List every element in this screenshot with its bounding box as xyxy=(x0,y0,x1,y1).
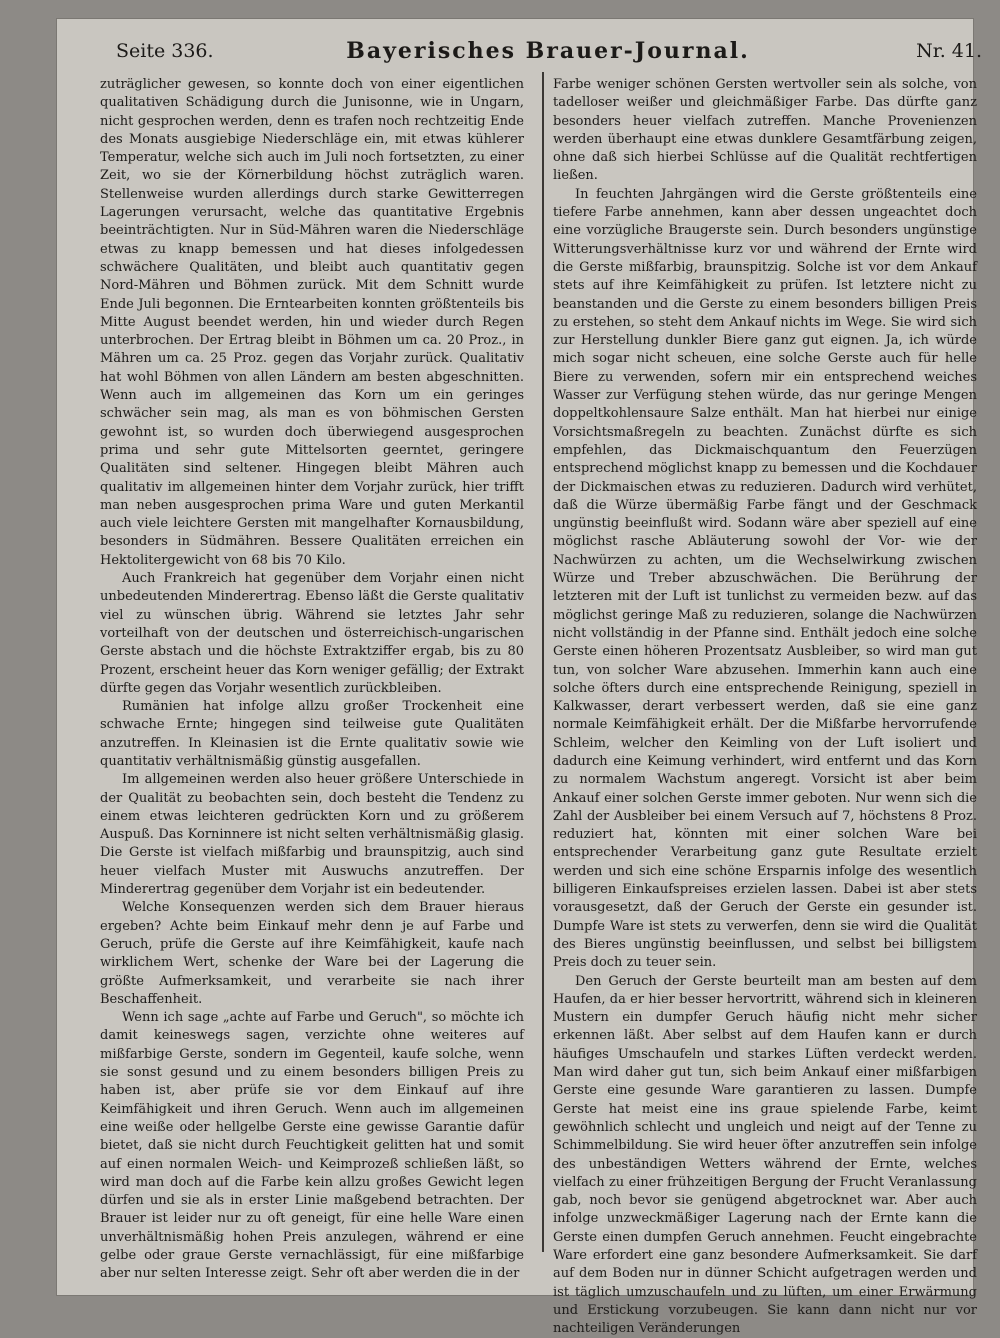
paragraph: Farbe weniger schönen Gersten wertvoller sein als solche, von tadelloser weißer und gleichmäßiger Farbe. Das dürfte ganz besonders heuer vielfach zutreffen. Manche Provenienzen werden überhaupt eine etwas dunklere Gesamtfärbung zeigen, ohne daß sich hierbei Schlüsse auf die Qualität rechtfertigen ließen. xyxy=(553,77,977,184)
page-number: Seite 336. xyxy=(116,40,214,62)
column-divider xyxy=(542,72,544,1252)
page-header xyxy=(108,36,988,72)
journal-title: Bayerisches Brauer-Journal. xyxy=(346,38,750,64)
paragraph: In feuchten Jahrgängen wird die Gerste größtenteils eine tiefere Farbe annehmen, kann aber dessen ungeachtet doch eine vorzügliche Braugerste sein. Durch besonders ungünstige Witterungsverhältnisse kurz vor und während der Ernte wird die Gerste mißfarbig, braunspitzig. Solche ist vor dem Ankauf stets auf ihre Keimfähigkeit zu prüfen. Ist letztere nicht zu beanstanden und die Gerste zu einem besonders billigen Preis zu erstehen, so steht dem Ankauf nichts im Wege. Sie wird sich zur Herstellung dunkler Biere ganz gut eignen. Ja, ich würde mich sogar nicht scheuen, eine solche Gerste auch für helle Biere zu verwenden, sofern mir ein entsprechend weiches Wasser zur Verfügung stehen würde, das nur geringe Mengen doppeltkohlensaure Salze enthält. Man hat hierbei nur einige Vorsichtsmaßregeln zu beachten. Zunächst dürfte es sich empfehlen, das Dickmaischquantum den Feuerzügen entsprechend möglichst knapp zu bemessen und die Kochdauer der Dickmaischen etwas zu reduzieren. Dadurch wird verhütet, daß die Würze übermäßig Farbe fängt und der Geschmack ungünstig beeinflußt wird. Sodann wäre aber speziell auf eine möglichst rasche Abläuterung sowohl der Vor- wie der Nachwürzen zu achten, um die Wechselwirkung zwischen Würze und Treber abzuschwächen. Die Berührung der letzteren mit der Luft ist tunlichst zu vermeiden bezw. auf das möglichst geringe Maß zu reduzieren, solange die Nachwürzen nicht vollständig in der Pfanne sind. Enthält jedoch eine solche Gerste einen höheren Prozentsatz Ausbleiber, so wird man gut tun, von solcher Ware abzusehen. Immerhin kann auch eine solche öfters durch eine entsprechende Reinigung, speziell in Kalkwasser, derart verbessert werden, daß sie eine ganz normale Keimfähigkeit erhält. Der die Mißfarbe hervorrufende Schleim, welcher den Keimling von der Luft isoliert und dadurch eine Keimung verhindert, wird entfernt und das Korn zu normalem Wachstum angeregt. Vorsicht ist aber beim Ankauf einer solchen Gerste immer geboten. Nur wenn sich die Zahl der Ausbleiber bei einem Versuch auf 7, höchstens 8 Proz. reduziert hat, könnten mit einer solchen Ware bei entsprechender Verarbeitung ganz gute Resultate erzielt werden und sich eine schöne Ersparnis infolge des wesentlich billigeren Einkaufspreises erzielen lassen. Dabei ist aber stets vorausgesetzt, daß der Geruch der Gerste ein gesunder ist. Dumpfe Ware ist stets zu verwerfen, denn sie wird die Qualität des Bieres ungünstig beeinflussen, und selbst bei billigstem Preis doch zu teuer sein. xyxy=(553,186,977,971)
left-column xyxy=(100,76,524,1282)
paragraph: zuträglicher gewesen, so konnte doch von einer eigentlichen qualitativen Schädigung durch die Junisonne, wie in Ungarn, nicht gesprochen werden, denn es trafen noch rechtzeitig Ende des Monats ausgiebige Niederschläge ein, mit etwas kühlerer Temperatur, welche sich auch im Juli noch fortsetzten, zu einer Zeit, wo sie der Körnerbildung höchst zuträglich waren. Stellenweise wurden allerdings durch starke Gewitterregen Lagerungen verursacht, welche das quantitative Ergebnis beeinträchtigten. Nur in Süd-Mähren waren die Niederschläge etwas zu knapp bemessen und hat dieses infolgedessen schwächere Qualitäten, und bleibt auch quantitativ gegen Nord-Mähren und Böhmen zurück. Mit dem Schnitt wurde Ende Juli begonnen. Die Erntearbeiten konnten größtenteils bis Mitte August beendet werden, hin und wieder durch Regen unterbrochen. Der Ertrag bleibt in Böhmen um ca. 20 Proz., in Mähren um ca. 25 Proz. gegen das Vorjahr zurück. Qualitativ hat wohl Böhmen von allen Ländern am besten abgeschnitten. Wenn auch im allgemeinen das Korn um ein geringes schwächer sein mag, als man es von böhmischen Gersten gewohnt ist, so wurden doch überwiegend ausgesprochen prima und sehr gute Mittelsorten geerntet, geringere Qualitäten sind seltener. Hingegen bleibt Mähren auch qualitativ im allgemeinen hinter dem Vorjahr zurück, hier trifft man neben ausgesprochen prima Ware und guten Merkantil auch viele leichtere Gersten mit mangelhafter Kornausbildung, besonders in Südmähren. Bessere Qualitäten erreichen ein Hektolitergewicht von 68 bis 70 Kilo. xyxy=(100,77,524,568)
paragraph: Rumänien hat infolge allzu großer Trockenheit eine schwache Ernte; hingegen sind teilweise gute Qualitäten anzutreffen. In Kleinasien ist die Ernte qualitativ sowie wie quantitativ verhältnismäßig günstig ausgefallen. xyxy=(100,699,524,769)
right-column xyxy=(553,76,977,1337)
paragraph: Welche Konsequenzen werden sich dem Brauer hieraus ergeben? Achte beim Einkauf mehr denn je auf Farbe und Geruch, prüfe die Gerste auf ihre Keimfähigkeit, kaufe nach wirklichem Wert, schenke der Ware bei der Lagerung die größte Aufmerksamkeit, und verarbeite sie nach ihrer Beschaffenheit. xyxy=(100,900,524,1007)
paragraph: Den Geruch der Gerste beurteilt man am besten auf dem Haufen, da er hier besser hervortritt, während sich in kleineren Mustern ein dumpfer Geruch häufig nicht mehr sicher erkennen läßt. Aber selbst auf dem Haufen kann er durch häufiges Umschaufeln und starkes Lüften verdeckt werden. Man wird daher gut tun, sich beim Ankauf einer mißfarbigen Gerste eine gesunde Ware garantieren zu lassen. Dumpfe Gerste hat meist eine ins graue spielende Farbe, keimt gewöhnlich schlecht und ungleich und neigt auf der Tenne zu Schimmelbildung. Sie wird heuer öfter anzutreffen sein infolge des unbeständigen Wetters während der Ernte, welches vielfach zu einer frühzeitigen Bergung der Frucht Veranlassung gab, noch bevor sie genügend abgetrocknet war. Aber auch infolge unzweckmäßiger Lagerung nach der Ernte kann die Gerste einen dumpfen Geruch annehmen. Feucht eingebrachte Ware erfordert eine ganz besondere Aufmerksamkeit. Sie darf auf dem Boden nur in dünner Schicht aufgetragen werden und ist täglich umzuschaufeln und zu lüften, um einer Erwärmung und Erstickung vorzubeugen. Sie kann dann nicht nur vor nachteiligen Veränderungen xyxy=(553,973,977,1337)
issue-number: Nr. 41. xyxy=(916,40,982,62)
paragraph: Auch Frankreich hat gegenüber dem Vorjahr einen nicht unbedeutenden Minderertrag. Ebenso läßt die Gerste qualitativ viel zu wünschen übrig. Während sie letztes Jahr sehr vorteilhaft von der deutschen und österreichisch-ungarischen Gerste abstach und die höchste Extraktziffer ergab, bis zu 80 Prozent, erscheint heuer das Korn weniger gefällig; der Extrakt dürfte gegen das Vorjahr wesentlich zurückbleiben. xyxy=(100,571,524,696)
paragraph: Im allgemeinen werden also heuer größere Unterschiede in der Qualität zu beobachten sein, doch besteht die Tendenz zu einem etwas leichteren gedrückten Korn und zu größerem Auspuß. Das Korninnere ist nicht selten verhältnismäßig glasig. Die Gerste ist vielfach mißfarbig und braunspitzig, auch sind heuer vielfach Muster mit Auswuchs anzutreffen. Der Minderertrag gegenüber dem Vorjahr ist ein bedeutender. xyxy=(100,772,524,898)
paragraph: Wenn ich sage „achte auf Farbe und Geruch", so möchte ich damit keineswegs sagen, verzichte ohne weiteres auf mißfarbige Gerste, sondern im Gegenteil, kaufe solche, wenn sie sonst gesund und zu einem besonders billigen Preis zu haben ist, aber prüfe sie vor dem Einkauf auf ihre Keimfähigkeit und ihren Geruch. Wenn auch im allgemeinen eine weiße oder hellgelbe Gerste eine gewisse Garantie dafür bietet, daß sie nicht durch Feuchtigkeit gelitten hat und somit auf einen normalen Weich- und Keimprozeß schließen läßt, so wird man doch auf die Farbe kein allzu großes Gewicht legen dürfen und sie als in erster Linie maßgebend betrachten. Der Brauer ist leider nur zu oft geneigt, für eine helle Ware einen unverhältnismäßig hohen Preis anzulegen, während er eine gelbe oder graue Gerste vernachlässigt, für eine mißfarbige aber nur selten Interesse zeigt. Sehr oft aber werden die in der xyxy=(100,1010,524,1282)
